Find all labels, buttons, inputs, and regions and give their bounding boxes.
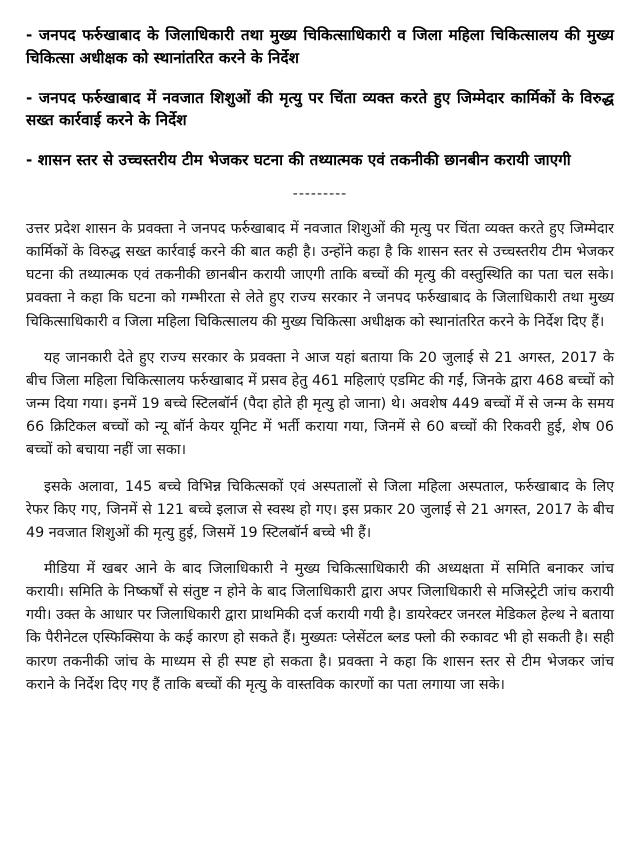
headline-item: - शासन स्तर से उच्चस्तरीय टीम भेजकर घटना की तथ्यात्मक एवं तकनीकी छानबीन करायी जाएगी <box>26 151 571 170</box>
headline-item: - जनपद फर्रुखाबाद के जिलाधिकारी तथा मुख्य चिकित्साधिकारी व जिला महिला चिकित्सालय की मुख्य चिकित्सा अधीक्षक को स्थानांतरित करने के निर्देश <box>26 26 614 67</box>
section-divider: --------- <box>292 185 348 202</box>
headline-list <box>26 24 614 172</box>
body-paragraph: यह जानकारी देते हुए राज्य सरकार के प्रवक्ता ने आज यहां बताया कि 20 जुलाई से 21 अगस्त, 2017 के बीच जिला महिला चिकित्सालय फर्रुखाबाद में प्रसव हेतु 461 महिलाएं एडमिट की गईं, जिनके द्वारा 468 बच्चों को जन्म दिया गया। इनमें 19 बच्चे स्टिलबॉर्न (पैदा होते ही मृत्यु हो जाना) थे। अवशेष 449 बच्चों में से जन्म के समय 66 क्रिटिकल बच्चों को न्यू बॉर्न केयर यूनिट में भर्ती कराया गया, जिनमें से 60 बच्चों की रिकवरी हुई, शेष 06 बच्चों को बचाया नहीं जा सका। <box>26 349 614 459</box>
headline-item: - जनपद फर्रुखाबाद में नवजात शिशुओं की मृत्यु पर चिंता व्यक्त करते हुए जिम्मेदार कार्मिकों के विरुद्ध सख्त कार्रवाई करने के निर्देश <box>26 88 614 130</box>
body-paragraph: इसके अलावा, 145 बच्चे विभिन्न चिकित्सकों एवं अस्पतालों से जिला महिला अस्पताल, फर्रुखाबाद के लिए रेफर किए गए, जिनमें से 121 बच्चे इलाज से स्वस्थ हो गए। इस प्रकार 20 जुलाई से 21 अगस्त, 2017 के बीच 49 नवजात शिशुओं की मृत्यु हुई, जिसमें 19 स्टिलबॉर्न बच्चे भी हैं। <box>26 478 614 541</box>
body-paragraph: उत्तर प्रदेश शासन के प्रवक्ता ने जनपद फर्रुखाबाद में नवजात शिशुओं की मृत्यु पर चिंता व्यक्त करते हुए जिम्मेदार कार्मिकों के विरुद्ध सख्त कार्रवाई करने की बात कही है। उन्होंने कहा है कि शासन स्तर से उच्चस्तरीय टीम भेजकर घटना की तथ्यात्मक एवं तकनीकी छानबीन करायी जाएगी ताकि बच्चों की मृत्यु की वस्तुस्थिति का पता चल सके। प्रवक्ता ने कहा कि घटना को गम्भीरता से लेते हुए राज्य सरकार ने जनपद फर्रुखाबाद के जिलाधिकारी तथा मुख्य चिकित्साधिकारी व जिला महिला चिकित्सालय की मुख्य चिकित्सा अधीक्षक को स्थानांतरित करने के निर्देश दिए हैं। <box>26 220 614 330</box>
body-paragraph: मीडिया में खबर आने के बाद जिलाधिकारी ने मुख्य चिकित्साधिकारी की अध्यक्षता में समिति बनाकर जांच करायी। समिति के निष्कर्षों से संतुष्ट न होने के बाद जिलाधिकारी द्वारा अपर जिलाधिकारी से मजिस्ट्रेटी जांच करायी गयी। उक्त के आधार पर जिलाधिकारी द्वारा प्राथमिकी दर्ज करायी गयी है। डायरेक्टर जनरल मेडिकल हेल्थ ने बताया कि पैरीनेटल एस्फिक्सिया के कई कारण हो सकते हैं। मुख्यतः प्लेसेंटल ब्लड फ्लो की रुकावट भी हो सकती है। सही कारण तकनीकी जांच के माध्यम से ही स्पष्ट हो सकता है। प्रवक्ता ने कहा कि शासन स्तर से टीम भेजकर जांच कराने के निर्देश दिए गए हैं ताकि बच्चों की मृत्यु के वास्तविक कारणों का पता लगाया जा सके। <box>26 561 614 693</box>
body-content <box>26 218 614 697</box>
